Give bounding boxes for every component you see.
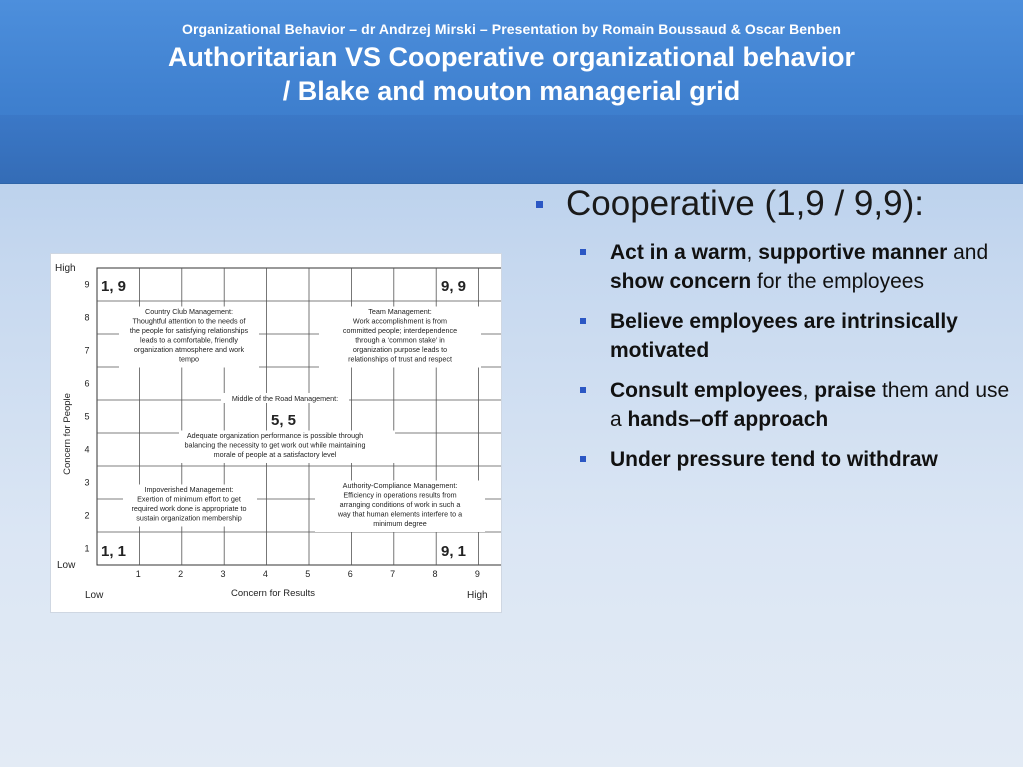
y-tick-label: 8 [84, 312, 90, 323]
sub-bullet-text: Under pressure tend to withdraw [610, 448, 938, 471]
impoverished-description-text: sustain organization membership [136, 513, 242, 523]
label-1-9: 1, 9 [101, 278, 127, 295]
label-5-5: 5, 5 [271, 412, 297, 429]
impoverished-description-text: required work done is appropriate to [131, 504, 247, 513]
x-low-label: Low [85, 590, 104, 601]
x-tick-label: 2 [178, 569, 184, 579]
sub-bullet-text: praise [814, 379, 877, 402]
y-tick-label: 2 [84, 510, 90, 521]
y-tick-label: 3 [84, 477, 90, 488]
impoverished-description-text: Exertion of minimum effort to get [137, 494, 241, 504]
team-management-description-text: relationships of trust and respect [348, 354, 452, 364]
team-management-description-text: organization purpose leads to [352, 345, 448, 354]
sub-bullet-text: show concern [610, 270, 752, 293]
sub-bullet [532, 445, 1010, 474]
main-bullet [532, 184, 1012, 224]
x-tick-label: 5 [305, 569, 311, 579]
sub-bullet [532, 307, 1010, 365]
x-tick-label: 7 [390, 569, 396, 579]
sub-bullet-text: and [947, 241, 989, 264]
x-tick-label: 6 [347, 569, 353, 579]
sub-bullet-text: them and use a [610, 379, 1010, 431]
sub-bullet-text: for the employees [751, 270, 924, 293]
country-club-description-text: tempo [179, 354, 199, 364]
label-9-1: 9, 1 [441, 543, 467, 560]
country-club-description-text: leads to a comfortable, friendly [140, 335, 238, 345]
team-management-description-text: committed people; interdependence [342, 326, 458, 335]
y-tick-label: 5 [84, 411, 90, 422]
country-club-description-text: the people for satisfying relationships [129, 326, 249, 335]
bullet-square-icon [580, 387, 586, 393]
country-club-description-text: Country Club Management: [145, 307, 233, 316]
title-line-2: / Blake and mouton managerial grid [282, 76, 741, 106]
y-tick-label: 7 [84, 345, 90, 356]
x-axis-title: Concern for Results [231, 588, 315, 599]
bullet-square-icon [580, 456, 586, 462]
sub-bullet-list [532, 238, 1012, 474]
team-management-description-text: Team Management: [368, 307, 432, 316]
x-tick-label: 4 [262, 569, 268, 579]
authority-compliance-description-text: Efficiency in operations results from [343, 490, 457, 500]
x-tick-label: 9 [474, 569, 480, 579]
header-band [0, 115, 1023, 183]
sub-bullet-text: Consult employees [610, 379, 803, 402]
bullet-square-icon [580, 249, 586, 255]
y-tick-label: 6 [84, 378, 90, 389]
sub-bullet-text: , [802, 379, 815, 402]
managerial-grid-figure [50, 253, 502, 613]
team-management-description-text: Work accomplishment is from [352, 316, 448, 326]
authority-compliance-description-text: minimum degree [373, 519, 427, 528]
authority-compliance-description-text: arranging conditions of work in such a [339, 500, 461, 509]
country-club-description-text: organization atmosphere and work [133, 345, 245, 354]
x-tick-label: 1 [135, 569, 141, 579]
y-axis-title: Concern for People [62, 393, 73, 475]
content-panel [532, 184, 1012, 485]
sub-bullet-text: , [746, 241, 759, 264]
slide-title [0, 40, 1023, 108]
y-tick-label: 4 [84, 444, 90, 455]
sub-bullet [532, 238, 1010, 296]
middle-road-description-text: Adequate organization performance is possible through [186, 431, 364, 440]
y-high-label: High [55, 263, 76, 274]
bullet-square-icon [580, 318, 586, 324]
team-management-description-text: through a ‘common stake’ in [355, 335, 445, 345]
bullet-square-icon [536, 201, 543, 208]
x-high-label: High [467, 590, 488, 601]
sub-bullet [532, 376, 1010, 434]
y-tick-label: 9 [84, 279, 90, 290]
x-tick-label: 8 [432, 569, 438, 579]
sub-bullet-text: Believe employees are intrinsically motivated [610, 310, 958, 362]
middle-road-description-text: morale of people at a satisfactory level [213, 450, 337, 459]
sub-bullet-text: supportive manner [758, 241, 948, 264]
middle-road-title: Middle of the Road Management: [231, 394, 339, 403]
label-9-9: 9, 9 [441, 278, 467, 295]
y-low-label: Low [57, 560, 76, 571]
y-tick-label: 1 [84, 543, 90, 554]
label-1-1: 1, 1 [101, 543, 127, 560]
x-tick-label: 3 [220, 569, 226, 579]
middle-road-description-text: balancing the necessity to get work out while maintaining [184, 440, 366, 450]
authority-compliance-description-text: Authority-Compliance Management: [342, 481, 458, 490]
main-bullet-text: Cooperative (1,9 / 9,9): [566, 184, 924, 223]
sub-bullet-text: Act in a warm [610, 241, 747, 264]
country-club-description-text: Thoughtful attention to the needs of [132, 316, 246, 326]
slide-subtitle: Organizational Behavior – dr Andrzej Mirski – Presentation by Romain Boussaud & Oscar Benben [181, 21, 842, 37]
title-line-1: Authoritarian VS Cooperative organizational behavior [167, 42, 856, 72]
sub-bullet-text: hands–off approach [627, 408, 829, 431]
authority-compliance-description-text: way that human elements interfere to a [337, 509, 463, 519]
slide-header [0, 0, 1023, 184]
impoverished-description-text: Impoverished Management: [144, 485, 234, 494]
managerial-grid-svg [51, 254, 501, 612]
